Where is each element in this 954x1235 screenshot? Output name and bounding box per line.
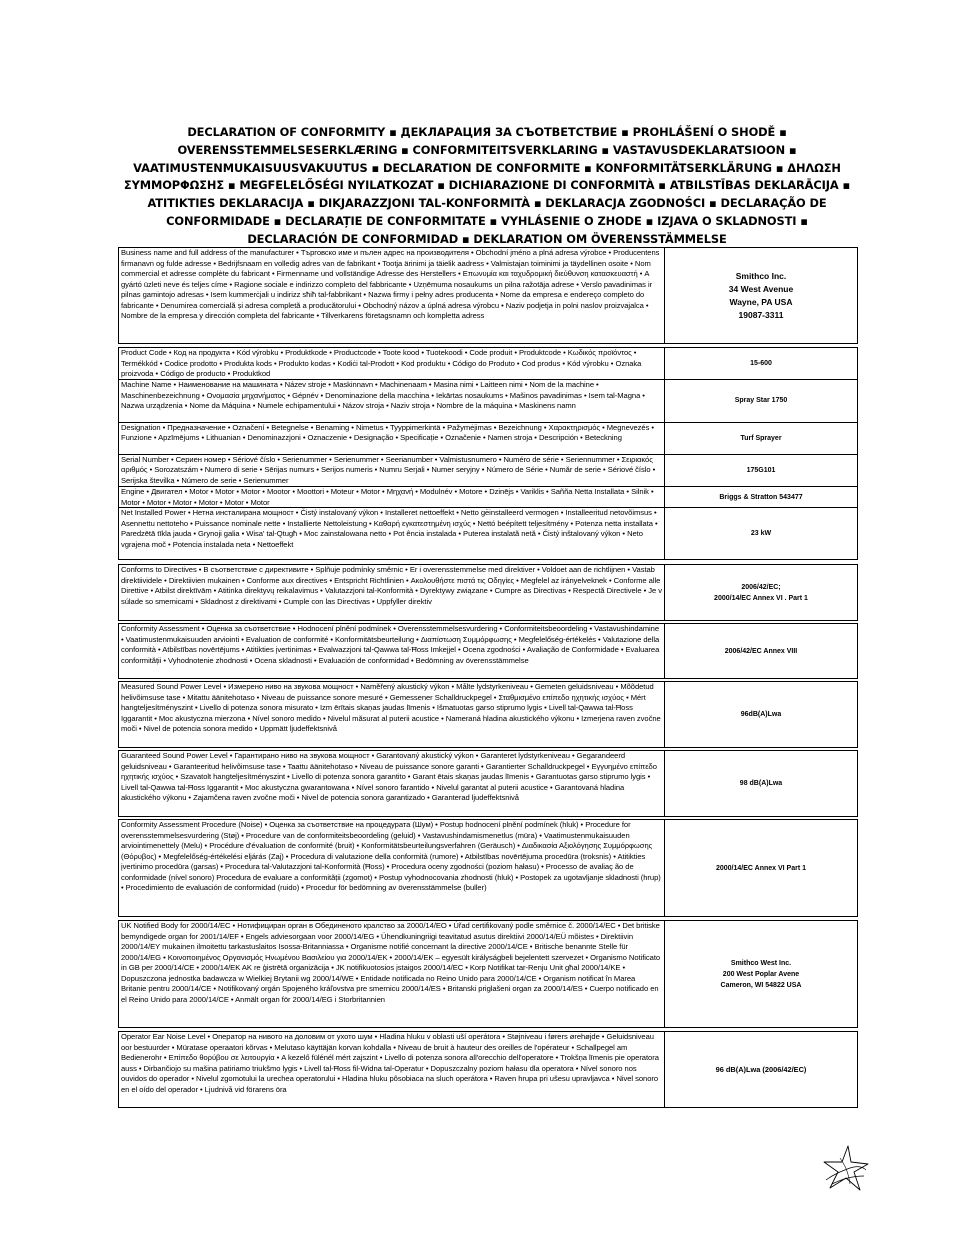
signature-star-icon bbox=[820, 1144, 872, 1196]
manufacturer-city: Wayne, PA USA bbox=[729, 296, 793, 307]
directives-block bbox=[118, 564, 858, 621]
serial-number-label: Serial Number • Сериен номер • Sériové číslo • Serienummer • Serienummer • Seerianumber • Valmistusnumero • Numéro de série • Seriennummer • Σειριακός αριθμός • Sorozatszám • Numero di serie • Sērijas numurs • Serijos numeris • Numru Serjali • Numer seryjny • Número de Série • Număr de serie • Sériové číslo • Serijska številka • Número de serie • Serienummer bbox=[118, 455, 665, 486]
notified-body-value bbox=[665, 921, 858, 1027]
ear-noise-label: Operator Ear Noise Level • Оператор на нивото на доловим от ухото шум • Hladina hluku v oblasti uší operátora • Støjniveau i førers ørehøjde • Geluidsniveau oor bestuurder • Müratase operaatori kõrvas • Melutaso käyttäjän korvan kohdalla • Niveau de bruit à hauteur des oreilles de l'opérateur • Schallpegel am Bedienerohr • Επίπεδο θορύβου σε λειτουργία • A kezelő fülénél mért zajszint • Livello di potenza sonora all'orecchio dell'operatore • Trokšņa līmenis pie operatora auss • Dirbančiojo su mašina patiriamo triukšmo lygis • Livell tal-Ħoss fil-Widna tal-Operatur • Dopuszczalny poziom hałasu dla operatora • Nível sonoro nos ouvidos do operador • Nivelul zgomotului la urechea operatorului • Hladina hluku pôsobiaca na sluch operátora • Raven hrupa pri ušesu upravljavca • Nivel sonoro en el oído del operador • Ljudnivå vid förarens öra bbox=[118, 1032, 665, 1107]
designation-label: Designation • Предназначение • Označení • Betegnelse • Benaming • Nimetus • Tyyppimerkintä • Pažymėjimas • Bezeichnung • Χαρακτηρισμός • Megnevezés • Funzione • Apzīmējums • Lithuanian • Denominazzjoni • Oznaczenie • Designação • Specificație • Označenie • Namen stroja • Descripción • Beteckning bbox=[118, 423, 665, 454]
designation-value: Turf Sprayer bbox=[665, 423, 858, 454]
table-row bbox=[118, 1032, 858, 1107]
table-row bbox=[118, 682, 858, 747]
table-row bbox=[118, 565, 858, 620]
manufacturer-block bbox=[118, 247, 858, 344]
table-row bbox=[118, 248, 858, 343]
manufacturer-street: 34 West Avenue bbox=[728, 283, 794, 294]
table-row bbox=[118, 348, 858, 379]
guaranteed-sound-label: Guaranteed Sound Power Level • Гарантирано ниво на звукова мощност • Garantovaný akustický výkon • Garanteret lydstyrkeniveau • Gegarandeerd geluidsniveau • Garanteeritud helivõimsuse tase • Taattu äänitehotaso • Niveau de puissance sonore garanti • Garantierter Schalldruckpegel • Εγγυημένο επίπεδο ηχητικής ισχύος • Szavatolt hangteljesítményszint • Livello di potenza sonora garantito • Garant ētais skaņas jaudas līmenis • Garantuotas garso stiprumo lygis • Livell tal-Qawwa tal-Ħoss Iggarantit • Moc akustyczna gwarantowana • Nível sonoro farantido • Nivelul garantat al puterii acustice • Garantovaná hladina akustického výkonu • Zajamčena raven zvočne moči • Nivel de potencia sonora garantizado • Garanterad ljudeffektsnivå bbox=[118, 751, 665, 816]
directives-label: Conforms to Directives • В съответствие с директивите • Splňuje podmínky směrnic • Er i overensstemmelse med direktiver • Voldoet aan de richtlijnen • Vastab direktiividele • Direktiivien mukainen • Conforme aux directives • Entspricht Richtlinien • Ακολουθήστε πιστά τις Οδηγίες • Megfelel az irányelveknek • Conforme alle Direttive • Atbilst direktīvām • Atitinka direktyvų reikalavimus • Valutazzjoni tal-Konformità • Dyrektywy związane • Cumpre as Directivas • Respectă Directivele • Je v súlade so smernicami • Skladnost z direktivami • Cumple con las Directivas • Uppfyller direktiv bbox=[118, 565, 665, 620]
net-power-value: 23 kW bbox=[665, 508, 858, 559]
manufacturer-zip: 19087-3311 bbox=[738, 309, 784, 320]
noise-procedure-block bbox=[118, 819, 858, 917]
machine-name-label: Machine Name • Наименование на машината • Název stroje • Maskinnavn • Machinenaam • Masina nimi • Laitteen nimi • Nom de la machine • Maschinenbezeichnung • Ονομασία μηχανήματος • Gépnév • Denominazione della macchina • Iekārtas nosaukums • Mašinos pavadinimas • Isem tal-Magna • Nazwa urządzenia • Nome da Máquina • Numele echipamentului • Názov stroja • Naziv stroja • Nombre de la máquina • Maskinens namn bbox=[118, 380, 665, 422]
serial-number-value: 175G101 bbox=[665, 455, 858, 486]
assessment-block bbox=[118, 623, 858, 679]
notified-body-label: UK Notified Body for 2000/14/EC • Нотифициран орган в Обединеното кралство за 2000/14/ЕО • Úřad certifikovaný podle směrnice č. 2000/14/EC • Det britiske bemyndigede organ for 2001/14/EF • Engels adviesorgaan voor 2000/14/EG • Ühendkuningriigi teavitatud asutus direktiivi 2000/14/EÜ mõistes • Direktiivin 2000/14/EY mukainen ilmoitettu tarkastuslaitos Isossa-Britanniassa • Organisme notifié concernant la directive 2000/14/CE • Britische benannte Stelle für 2000/14/EG • Κοινοποιημένος Οργανισμός Ηνωμένου Βασιλείου για 2000/14/ΕΚ • 2000/14/EK – egyesült királyságbeli bejelentett szervezet • Organismo Notificato in GB per 2000/14/CE • 2000/14/EK AK re ģistrētā organizācija • JK notifikuotosios įstaigos 2000/14/EC • Korp Notifikat tar-Renju Unit għal 2000/14/KE • Dopuszczona jednostka badawcza w Wielkiej Brytanii wg 2000/14/WE • Entidade notificada no Reino Unido para 2000/14/CE • Organism notificat în Marea Britanie pentru 2000/14/CE • Notifikovaný orgán Spojeného kráľovstva pre smernicu 2000/14/ES • Britanski priglašeni organ za 2000/14/ES • Cuerpo notificado en el Reino Unido para 2000/14/CE • Anmält organ för 2000/14/EG i Storbritannien bbox=[118, 921, 665, 1027]
notified-body-name: Smithco West Inc. bbox=[730, 959, 792, 967]
product-code-value: 15-600 bbox=[665, 348, 858, 379]
table-row bbox=[118, 507, 858, 559]
table-row bbox=[118, 454, 858, 486]
manufacturer-name: Smithco Inc. bbox=[735, 270, 787, 281]
table-row bbox=[118, 921, 858, 1027]
product-block bbox=[118, 347, 858, 560]
declaration-title: DECLARATION OF CONFORMITY ▪ ДЕКЛАРАЦИЯ ЗА СЪОТВЕТСТВИЕ ▪ PROHLÁŠENÍ O SHODĚ ▪ OVERENSSTEMMELSESERKLÆRING ▪ CONFORMITEITSVERKLARING ▪ VASTAVUSDEKLARATSIOON ▪ VAATIMUSTENMUKAISUUSVAKUUTUS ▪ DECLARATION DE CONFORMITE ▪ KONFORMITÄTSERKLÄRUNG ▪ ΔΗΛΩΣΗ ΣΥΜΜΟΡΦΩΣΗΣ ▪ MEGFELELŐSÉGI NYILATKOZAT ▪ DICHIARAZIONE DI CONFORMITÀ ▪ ATBILSTĪBAS DEKLARĀCIJA ▪ ATITIKTIES DEKLARACIJA ▪ DIKJARAZZJONI TAL-KONFORMITÀ ▪ DEKLARACJA ZGODNOŚCI ▪ DECLARAÇÃO DE CONFORMIDADE ▪ DECLARAȚIE DE CONFORMITATE ▪ VYHLÁSENIE O ZHODE ▪ IZJAVA O SKLADNOSTI ▪ DECLARACIÓN DE CONFORMIDAD ▪ DEKLARATION OM ÖVERENSSTÄMMELSE bbox=[123, 125, 851, 246]
table-row bbox=[118, 422, 858, 454]
notified-body-city: Cameron, WI 54822 USA bbox=[720, 981, 802, 989]
ear-noise-block bbox=[118, 1031, 858, 1108]
measured-sound-block bbox=[118, 681, 858, 748]
directive-machinery: 2006/42/EC; bbox=[741, 583, 781, 591]
table-row bbox=[118, 624, 858, 678]
manufacturer-value bbox=[665, 248, 858, 343]
table-row bbox=[118, 379, 858, 422]
noise-procedure-label: Conformity Assessment Procedure (Noise) • Оценка за съответствие на процедурата (Шум) • Postup hodnocení plnění podmínek (hluk) • Procedure for overensstemmelsesvurdering (Støj) • Procedure van de conformiteitsbeoordeling (geluid) • Vastavushindamismenetlus (müra) • Vaatimustenmukaisuuden arviointimenettely (Melu) • Procédure d'évaluation de conformité (bruit) • Konformitätsbeurteilungsverfahren (Geräusch) • Διαδικασία Αξιολόγησης Συμμόρφωσης (Θόρυβος) • Megfelelőség-értékelési eljárás (Zaj) • Procedura di valutazione della conformità (rumore) • Atbilstības novērtējuma procedūra (troksnis) • Atitikties įvertinimo procedūra (garsas) • Procedura tal-Valutazzjoni tal-Konformità (Ħoss) • Procedura oceny zgodności (poziom hałasu) • Processo de avaliaç ão de conformidade (nível sonoro) Procedura de evaluare a conformității (zgomot) • Postup vyhodnocovania zhodnosti (hluk) • Postopek za ugotavljanje skladnosti (hrup) • Procedimiento de evaluación de conformidad (ruido) • Procedur för bedömning av överensstämmelse (buller) bbox=[118, 820, 665, 916]
assessment-value: 2006/42/EC Annex VIII bbox=[665, 624, 858, 678]
table-row bbox=[118, 820, 858, 916]
ear-noise-value: 96 dB(A)Lwa (2006/42/EC) bbox=[665, 1032, 858, 1107]
table-row bbox=[118, 486, 858, 507]
directives-value bbox=[665, 565, 858, 620]
assessment-label: Conformity Assessment • Оценка за съответствие • Hodnocení plnění podmínek • Overensstemmelsesvurdering • Conformiteitsbeoordeling • Vastavushindamine • Vaatimustenmukaisuuden arviointi • Evaluation de conformité • Konformitätsbeurteilung • Διαπίστωση Συμμόρφωσης • Megfelelőség-értékelés • Valutazione della conformità • Atbilstības novērtējums • Atitikties įvertinimas • Evalwazzjoni tal-Qawwa tal-Ħoss Imkejjel • Ocena zgodności • Avaliação de Conformidade • Evaluarea conformității • Vyhodnotenie zhodnosti • Ocena skladnosti • Evaluación de conformidad • Bedömning av överensstämmelse bbox=[118, 624, 665, 678]
net-power-label: Net Installed Power • Нетна инсталирана мощност • Čistý instalovaný výkon • Installeret nettoeffekt • Netto ge͏̈installeerd vermogen • Installeeritud netovõimsus • Asennettu nettoteho • Puissance nominale nette • Installierte Nettoleistung • Καθαρή εγκατεστημένη ισχύς • Nettó beépített teljesítmény • Potenza netta installata • Paredzētā tīkla jauda • Grynoji galia • Wisa' tal-Qtugħ • Moc zainstalowana netto • Pot ência instalada • Puterea instalată netă • Čistý inštalovaný výkon • Neto vgrajena moč • Potencia instalada neta • Nettoeffekt bbox=[118, 508, 665, 559]
engine-value: Briggs & Stratton 543477 bbox=[665, 487, 858, 507]
measured-sound-label: Measured Sound Power Level • Измерено ниво на звукова мощност • Naměřený akustický výkon • Målte lydstyrkeniveau • Gemeten geluidsniveau • Mõõdetud helivõimsuse tase • Mitattu äänitehotaso • Niveau de puissance sonore mesuré • Gemessener Schalldruckpegel • Σταθμισμένο επίπεδο ηχητικής ισχύος • Mért hangteljesítményszint • Livello di potenza sonora misurato • Izm ērītais skaņas jaudas līmenis • Išmatuotas garso stiprumo lygis • Livell tal-Qawwa tal-Ħoss Iggarantit • Moc akustyczna mierzona • Nível sonoro medido • Nivelul măsurat al puterii acustice • Nameraná hladina akustického výkonu • Izmerjena raven zvočne moči • Nivel de potencia sonora medido • Uppmätt ljudeffektsnivå bbox=[118, 682, 665, 747]
notified-body-street: 200 West Poplar Avene bbox=[722, 970, 800, 978]
measured-sound-value: 96dB(A)Lwa bbox=[665, 682, 858, 747]
noise-procedure-value: 2000/14/EC Annex VI Part 1 bbox=[665, 820, 858, 916]
product-code-label: Product Code • Код на продукта • Kód výrobku • Produktkode • Productcode • Toote kood • Tuotekoodi • Code produit • Produktcode • Κωδικός προϊόντος • Termékkód • Codice prodotto • Produkta kods • Produkto kodas • Kodiċi tal-Prodott • Kod produktu • Código do Produto • Cod produs • Kód výrobku • Oznaka proizvoda • Código de producto • Produktkod bbox=[118, 348, 665, 379]
notified-body-block bbox=[118, 920, 858, 1028]
directive-noise: 2000/14/EC Annex VI . Part 1 bbox=[714, 594, 808, 602]
machine-name-value: Spray Star 1750 bbox=[665, 380, 858, 422]
manufacturer-label: Business name and full address of the manufacturer • Търговско име и пълен адрес на производителя • Obchodní jméno a plná adresa výrobce • Producentens firmanavn og fulde adresse • Bedrijfsnaam en volledig adres van de fabrikant • Tootja ärinimi ja täielik aadress • Valmistajan toiminimi ja täydellinen osoite • Nom commercial et adresse complète du fabricant • Firmenname und vollständige Adresse des Herstellers • Επωνυμία και ταχυδρομική διεύθυνση κατασκευαστή • A gyártó üzleti neve és teljes címe • Ragione sociale e indirizzo completo del fabbricante • Uzņēmuma nosaukums un pilna ražotāja adrese • Verslo pavadinimas ir pilnas gamintojo adresas • Isem kummerċjali u indirizz sħiħ tal-fabbrikant • Nazwa firmy i pełny adres producenta • Nome da empresa e endereço completo do fabricante • Denumirea comercială și adresa completă a producătorului • Obchodný názov a úplná adresa výrobcu • Naziv podjetja in polni naslov proizvajalca • Nombre de la empresa y dirección completa del fabricante • Tillverkarens företagsnamn och kompletta adress bbox=[118, 248, 665, 343]
guaranteed-sound-block bbox=[118, 750, 858, 817]
guaranteed-sound-value: 98 dB(A)Lwa bbox=[665, 751, 858, 816]
engine-label: Engine • Двигател • Motor • Motor • Motor • Mootor • Moottori • Moteur • Motor • Μηχανή • Modulnév • Motore • Dzinējs • Variklis • Sañña Netta Installata • Silnik • Motor • Motor • Motor • Motor • Motor • Motor bbox=[118, 487, 665, 507]
table-row bbox=[118, 751, 858, 816]
